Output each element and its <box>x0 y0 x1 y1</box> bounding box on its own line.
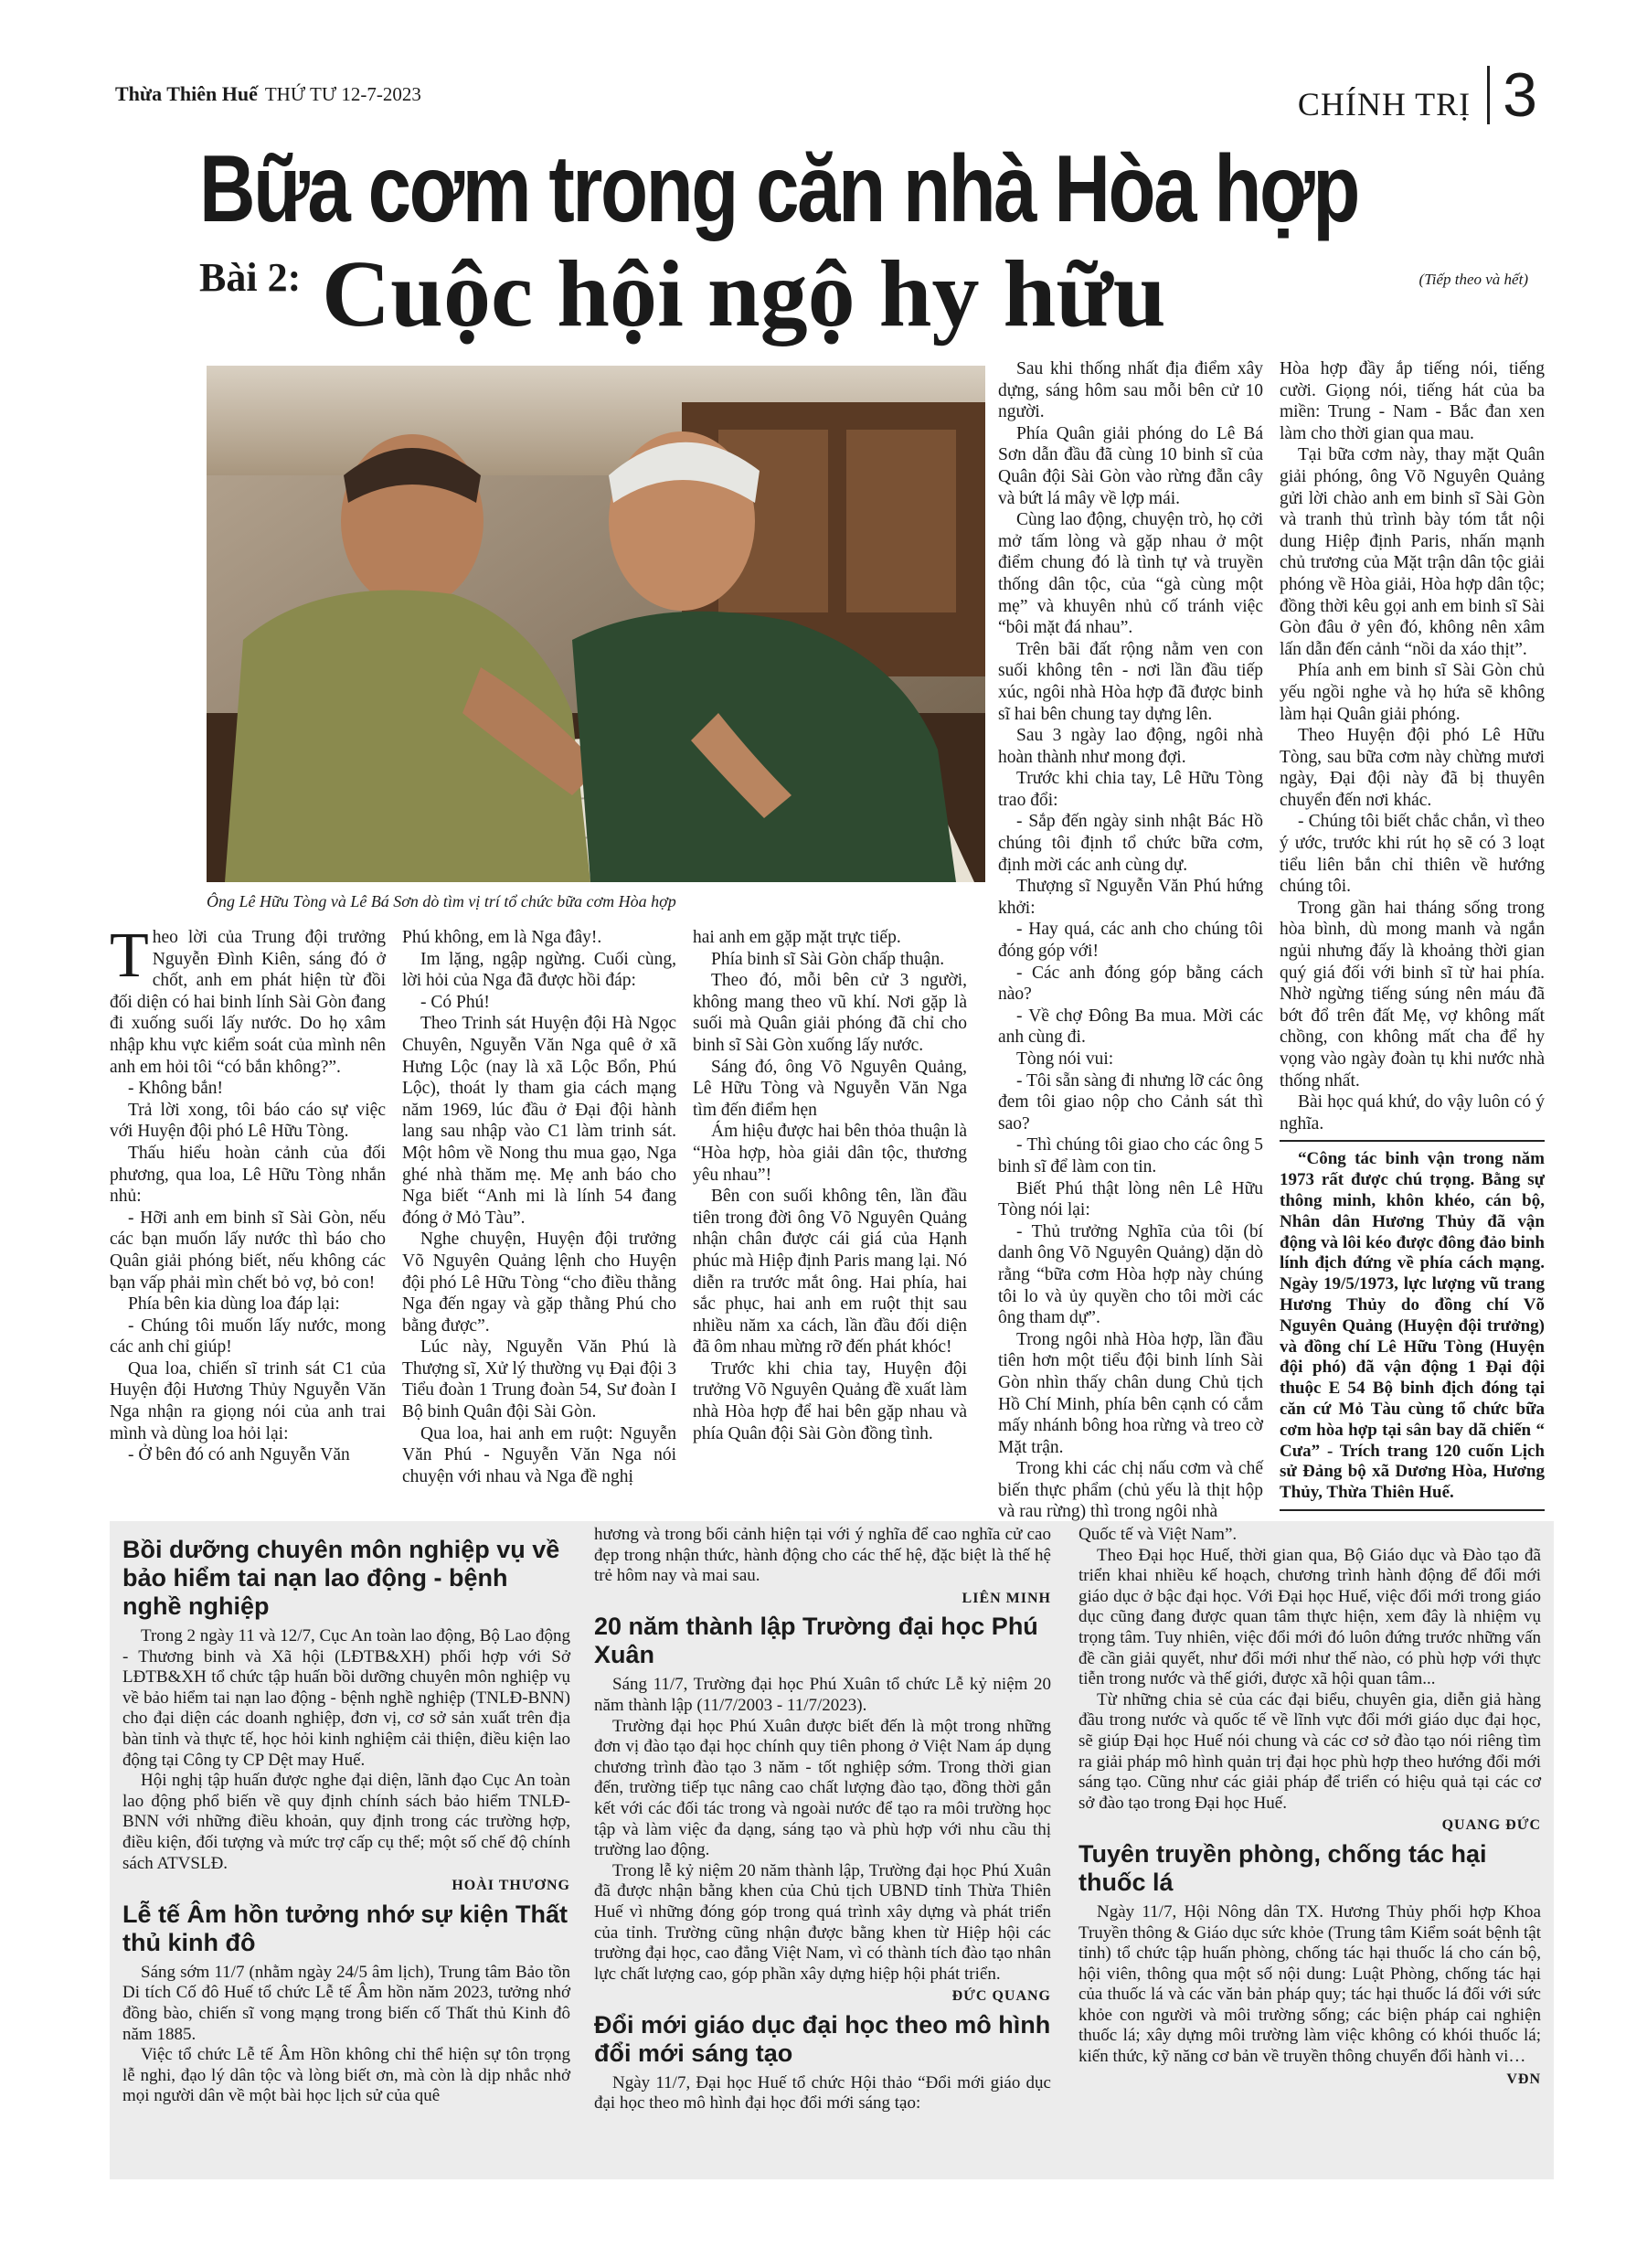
paragraph: Biết Phú thật lòng nên Lê Hữu Tòng nói lại: <box>998 1178 1263 1220</box>
news-briefs-box <box>110 1521 1554 2179</box>
paragraph: Phía binh sĩ Sài Gòn chấp thuận. <box>711 949 945 969</box>
paragraph: Ngày 11/7, Đại học Huế tổ chức Hội thảo “Đổi mới giáo dục đại học theo mô hình đại học đổi mới sáng tạo: <box>594 2072 1051 2114</box>
section-name: CHÍNH TRỊ <box>1297 86 1472 122</box>
paragraph: Lúc này, Nguyễn Văn Phú là Thượng sĩ, Xử lý thường vụ Đại đội 3 Tiểu đoàn 1 Trung đoàn 54, Sư đoàn I Bộ binh Quân đội Sài Gòn. <box>402 1337 676 1422</box>
paper-name: Thừa Thiên Huế <box>115 82 258 105</box>
paragraph: Theo Đại học Huế, thời gian qua, Bộ Giáo dục và Đào tạo đã triển khai nhiều kế hoạch, chương trình hành động để đổi mới giáo dục ở bậc đại học. Với Đại học Huế, việc đổi mới trong giáo dục cũng đang được quan tâm thực hiện, xem đây là nhiệm vụ trọng tâm. Tuy nhiên, việc đổi mới đó luôn đứng trước những vấn đề cần giải quyết, như đổi mới như thế nào, có phù hợp với thực tiễn trong nước và thế giới, được xã hội quan tâm... <box>1079 1545 1541 1689</box>
paragraph: - Ở bên đó có anh Nguyễn Văn <box>128 1445 350 1465</box>
series-label: Bài 2: <box>199 255 302 300</box>
paragraph: Phía anh em binh sĩ Sài Gòn chủ yếu ngồi nghe và họ hứa sẽ không làm hại Quân giải phóng. <box>1280 661 1545 724</box>
section-divider <box>1487 66 1490 124</box>
paragraph: Quốc tế và Việt Nam”. <box>1079 1525 1238 1544</box>
paragraph: hương và trong bối cảnh hiện tại với ý nghĩa để cao nghĩa cử cao đẹp trong nhận thức, hành động cho các thế hệ, đặc biệt là thế hệ trẻ hôm nay và mai sau. <box>594 1525 1051 1586</box>
article-subtitle: Cuộc hội ngộ hy hữu <box>322 241 1166 346</box>
drop-cap: T <box>110 921 149 991</box>
paragraph: Qua loa, chiến sĩ trinh sát C1 của Huyện đội Hương Thủy Nguyễn Văn Nga nhận ra giọng nói của anh trai mình và dùng loa hỏi lại: <box>110 1358 386 1443</box>
news-signature: HOÀI THƯƠNG <box>452 1878 570 1894</box>
article-column-3 <box>693 927 967 1444</box>
paragraph: Ám hiệu được hai bên thỏa thuận là “Hòa hợp, hòa giải dân tộc, thương yêu nhau”! <box>693 1122 967 1185</box>
paragraph: Bên con suối không tên, lần đầu tiên trong đời ông Võ Nguyên Quảng nhận chân được cái giá của Hạnh phúc mà Hiệp định Paris mang lại. Nó diễn ra trước mắt ông. Hai phía, hai sắc phục, hai anh em ruột thịt sau nhiều năm xa cách, lần đầu đối diện đã ôm nhau mừng rỡ đến phát khóc! <box>693 1187 967 1358</box>
continued-note: (Tiếp theo và hết) <box>1419 271 1528 288</box>
news-headline: Tuyên truyền phòng, chống tác hại thuốc lá <box>1079 1839 1487 1896</box>
news-column-2 <box>594 1525 1051 2114</box>
article-column-5 <box>1280 358 1545 1542</box>
paragraph: Tại bữa cơm này, thay mặt Quân giải phóng, ông Võ Nguyên Quảng gửi lời chào anh em binh sĩ Sài Gòn và tranh thủ trình bày tóm tắt nội dung Hiệp định Paris, nhấn mạnh chủ trương của Mặt trận dân tộc giải phóng về Hòa giải, Hòa hợp dân tộc; đồng thời kêu gọi anh em binh sĩ Sài Gòn đâu ở yên đó, không nên xâm lấn dẫn đến cảnh “nồi da xáo thịt”. <box>1280 445 1545 659</box>
paragraph: - Hay quá, các anh cho chúng tôi đóng góp với! <box>998 920 1263 962</box>
photo-caption: Ông Lê Hữu Tòng và Lê Bá Sơn dò tìm vị trí tổ chức bữa cơm Hòa hợp <box>207 892 676 910</box>
masthead <box>115 82 421 106</box>
news-headline: Bồi dưỡng chuyên môn nghiệp vụ về bảo hiểm tai nạn lao động - bệnh nghề nghiệp <box>122 1536 560 1620</box>
paragraph: Trong khi các chị nấu cơm và chế biến thực phẩm (chủ yếu là thịt hộp và rau rừng) thì trong ngôi nhà <box>998 1459 1263 1522</box>
paragraph: Phía bên kia dùng loa đáp lại: <box>128 1294 340 1315</box>
paragraph: Trả lời xong, tôi báo cáo sự việc với Huyện đội phó Lê Hữu Tòng. <box>110 1100 386 1142</box>
paragraph: Trước khi chia tay, Lê Hữu Tòng trao đổi: <box>998 769 1263 810</box>
paragraph: Sau 3 ngày lao động, ngôi nhà hoàn thành như mong đợi. <box>998 726 1263 767</box>
news-column-1 <box>122 1532 570 2107</box>
paragraph: - Về chợ Đông Ba mua. Mời các anh cùng đi. <box>998 1006 1263 1048</box>
paragraph: hai anh em gặp mặt trực tiếp. <box>693 928 901 947</box>
paragraph: Trong ngôi nhà Hòa hợp, lần đầu tiên hơn một tiểu đội binh lính Sài Gòn nhìn thấy chân dung Chủ tịch Hồ Chí Minh, phía bên cạnh có cắm mấy nhánh bông hoa rừng và treo cờ Mặt trận. <box>998 1329 1263 1457</box>
paragraph: Thượng sĩ Nguyễn Văn Phú hứng khởi: <box>998 877 1263 918</box>
paragraph: Bài học quá khứ, do vậy luôn có ý nghĩa. <box>1280 1092 1545 1134</box>
page-number: 3 <box>1503 60 1537 130</box>
paragraph: - Chúng tôi muốn lấy nước, mong các anh chỉ giúp! <box>110 1315 386 1358</box>
paragraph: Tòng nói vui: <box>1016 1049 1114 1069</box>
paragraph: - Thì chúng tôi giao cho các ông 5 binh sĩ để làm con tin. <box>998 1135 1263 1177</box>
paragraph: Hội nghị tập huấn được nghe đại diện, lãnh đạo Cục An toàn lao động phổ biến về quy định chính sách bảo hiểm TNLĐ-BNN với những điều khoản, quy định trong các trường hợp, điều kiện, đối tượng và mức trợ cấp cụ thể; một số chế độ chính sách ATVSLĐ. <box>122 1771 570 1873</box>
news-column-3 <box>1079 1525 1541 2093</box>
paragraph: Sáng sớm 11/7 (nhằm ngày 24/5 âm lịch), Trung tâm Bảo tồn Di tích Cố đô Huế tổ chức Lễ tế Âm hồn năm 2023, tưởng nhớ đồng bào, chiến sĩ vong mạng trong biến cố Thất thủ Kinh đô năm 1885. <box>122 1962 570 2044</box>
divider <box>1280 1509 1545 1511</box>
paragraph: Thấu hiểu hoàn cảnh của đối phương, qua loa, Lê Hữu Tòng nhắn nhủ: <box>110 1143 386 1207</box>
paragraph: Phú không, em là Nga đây!. <box>402 928 602 947</box>
news-headline: Lễ tế Âm hồn tưởng nhớ sự kiện Thất thủ kinh đô <box>122 1900 568 1956</box>
news-signature: VĐN <box>1506 2071 1541 2087</box>
paragraph: Việc tổ chức Lễ tế Âm Hồn không chỉ thể hiện sự tôn trọng lễ nghi, đạo lý dân tộc và lòng biết ơn, mà còn là dịp nhắc nhở mọi người dân về một bài học lịch sử của quê <box>122 2045 570 2106</box>
paragraph: Trước khi chia tay, Huyện đội trưởng Võ Nguyên Quảng đề xuất làm nhà Hòa hợp để hai bên gặp nhau và phía Quân đội Sài Gòn đồng tình. <box>693 1358 967 1443</box>
divider <box>1280 1140 1545 1142</box>
news-headline: Đổi mới giáo dục đại học theo mô hình đổi mới sáng tạo <box>594 2010 1051 2067</box>
paragraph: Sáng 11/7, Trường đại học Phú Xuân tổ chức Lễ kỷ niệm 20 năm thành lập (11/7/2003 - 11/7/2023). <box>594 1675 1051 1715</box>
news-signature: ĐỨC QUANG <box>951 1988 1051 2005</box>
article-column-2 <box>402 927 676 1487</box>
paragraph: Ngày 11/7, Hội Nông dân TX. Hương Thủy phối hợp Khoa Truyền thông & Giáo dục sức khỏe (Trung tâm Kiểm soát bệnh tật tỉnh) tổ chức tập huấn phòng, chống tác hại thuốc lá cho cán bộ, hội viên, thông qua một số nội dung: Luật Phòng, chống tác hại của thuốc lá và các văn bản pháp quy; tác hại thuốc lá đối với sức khỏe con người và môi trường sống; các biện pháp cai nghiện thuốc lá; xây dựng môi trường làm việc không có khói thuốc lá; kiến thức, kỹ năng cơ bản về truyền thông chuyển đổi hành vi… <box>1079 1901 1542 2067</box>
section-header <box>1297 60 1537 130</box>
paragraph: - Tôi sẵn sàng đi nhưng lỡ các ông đem tôi giao nộp cho Cảnh sát thì sao? <box>998 1070 1263 1134</box>
paragraph: - Hỡi anh em binh sĩ Sài Gòn, nếu các bạn muốn lấy nước thì báo cho Quân giải phóng biết, nếu không các bạn vấp phải mìn chết bỏ vợ, bỏ con! <box>110 1208 386 1293</box>
article-column-1 <box>110 921 386 1466</box>
news-headline: 20 năm thành lập Trường đại học Phú Xuân <box>594 1613 1038 1669</box>
paragraph: Trong lễ kỷ niệm 20 năm thành lập, Trường đại học Phú Xuân đã được nhận bằng khen của Chủ tịch UBND tỉnh Thừa Thiên Huế vì những đóng góp trong quá trình xây dựng và phát triển của tỉnh. Trường cũng nhận được bằng khen từ Hiệp hội các trường đại học, cao đẳng Việt Nam, vì có thành tích đào tạo nhân lực chất lượng cao, góp phần xây dựng hiệp hội phát triển. <box>594 1860 1051 1984</box>
paragraph: - Có Phú! <box>420 992 490 1012</box>
paragraph: Từ những chia sẻ của các đại biểu, chuyên gia, diễn giả hàng đầu trong nước và quốc tế về lĩnh vực đổi mới giáo dục đại học, sẽ giúp Đại học Huế nói chung và các cơ sở đào tạo nói riêng tìm ra giải pháp mô hình quản trị đại học phù hợp theo hướng đổi mới sáng tạo. Cũng như các giải pháp để triển có hiệu quả tại các cơ sở đào tạo trong Đại học Huế. <box>1079 1689 1541 1813</box>
paragraph: Cùng lao động, chuyện trò, họ cởi mở tấm lòng và gặp nhau ở một điểm chung đó là tình tự và truyền thống dân tộc, của “gà cùng một mẹ” và khuyên nhủ cố tránh việc “bôi mặt đá nhau”. <box>998 510 1263 638</box>
paragraph: heo lời của Trung đội trưởng Nguyễn Đình Kiên, sáng đó ở chốt, anh em phát hiện từ đồi đối diện có hai binh lính Sài Gòn đang đi xuống suối lấy nước. Do họ xâm nhập khu vực kiểm soát của mình nên anh em hỏi tôi “có bắn không?”. <box>110 928 386 1077</box>
article-column-4 <box>998 358 1263 1523</box>
paragraph: Sáng đó, ông Võ Nguyên Quảng, Lê Hữu Tòng và Nguyễn Văn Nga tìm đến điểm hẹn <box>693 1057 967 1120</box>
paragraph: - Chúng tôi biết chắc chắn, vì theo ý ước, trước khi rút họ sẽ có 3 loạt tiểu liên bắn chỉ thiên về hướng chúng tôi. <box>1280 812 1545 897</box>
paragraph: Theo đó, mỗi bên cử 3 người, không mang theo vũ khí. Nơi gặp là suối mà Quân giải phóng đã chỉ cho binh sĩ Sài Gòn xuống lấy nước. <box>693 971 967 1055</box>
paragraph: - Thủ trưởng Nghĩa của tôi (bí danh ông Võ Nguyên Quảng) dặn dò rằng “bữa cơm Hòa hợp này chúng tôi lo và ủy quyền cho tôi mời các ông tham dự”. <box>998 1221 1263 1328</box>
paragraph: - Không bắn! <box>128 1079 223 1099</box>
paragraph: Sau khi thống nhất địa điểm xây dựng, sáng hôm sau mỗi bên cử 10 người. <box>998 359 1263 422</box>
paragraph: Trong gần hai tháng sống trong hòa bình, dù mong manh và ngắn ngủi nhưng đấy là khoảng thời gian quý giá đối với binh sĩ từ hai phía. Nhờ ngừng tiếng súng nên máu đã bớt đổ trên đất Mẹ, vợ không mất chồng, con không mất cha để hy vọng vào ngày đoàn tụ khi nước nhà thống nhất. <box>1280 898 1545 1091</box>
news-signature: LIÊN MINH <box>962 1590 1051 1606</box>
issue-date: THỨ TƯ 12-7-2023 <box>264 83 421 105</box>
paragraph: Trên bãi đất rộng nằm ven con suối không tên - nơi lần đầu tiếp xúc, ngôi nhà Hòa hợp đã được binh sĩ hai bên chung tay dựng lên. <box>998 639 1263 724</box>
paragraph: Theo Trinh sát Huyện đội Hà Ngọc Chuyên, Nguyễn Văn Nga quê ở xã Hưng Lộc (nay là xã Lộc Bổn, Phú Lộc), thoát ly tham gia cách mạng năm 1969, lúc đầu ở Đại đội hành lang sau nhập vào C1 làm trinh sát. Một hôm về Nong thu mua gạo, Nga ghé nhà thăm mẹ. Mẹ anh báo cho Nga biết “Anh mi là lính 54 đang đóng ở Mỏ Tàu”. <box>402 1014 676 1228</box>
paragraph: Theo Huyện đội phó Lê Hữu Tòng, sau bữa cơm này chừng mươi ngày, Đại đội này đã bị thuyên chuyển đến nơi khác. <box>1280 726 1545 810</box>
paragraph: Phía Quân giải phóng do Lê Bá Sơn dẫn đầu đã cùng 10 binh sĩ của Quân đội Sài Gòn vào rừng đẵn cây và bứt lá mây về lợp mái. <box>998 423 1263 508</box>
paragraph: - Các anh đóng góp bằng cách nào? <box>998 963 1263 1005</box>
sidebar-quote: “Công tác binh vận trong năm 1973 rất được chú trọng. Bằng sự thông minh, khôn khéo, cán bộ, Nhân dân Hương Thủy đã vận động và lôi kéo được đông đảo binh lính địch đứng về phía cách mạng. Ngày 19/5/1973, lực lượng vũ trang Hương Thủy do đồng chí Võ Nguyên Quảng (Huyện đội trưởng) và đồng chí Lê Hữu Tòng (Huyện đội phó) đã vận động 1 Đại đội thuộc E 54 Bộ binh địch đóng tại căn cứ Mỏ Tàu cùng tổ chức bữa cơm hòa hợp tại sân bay dã chiến “ Cưa” - Trích trang 120 cuốn Lịch sử Đảng bộ xã Dương Hòa, Hương Thủy, Thừa Thiên Huế. <box>1280 1149 1545 1503</box>
news-signature: QUANG ĐỨC <box>1441 1817 1541 1834</box>
paragraph: Im lặng, ngập ngừng. Cuối cùng, lời hỏi của Nga đã được hồi đáp: <box>402 949 676 991</box>
article-title: Bữa cơm trong căn nhà Hòa hợp <box>199 136 1358 242</box>
paragraph: - Sắp đến ngày sinh nhật Bác Hồ chúng tôi định tổ chức bữa cơm, định mời các anh cùng dự. <box>998 812 1263 875</box>
paragraph: Qua loa, hai anh em ruột: Nguyễn Văn Phú - Nguyễn Văn Nga nói chuyện với nhau và Nga đề nghị <box>402 1423 676 1486</box>
article-photo <box>207 366 985 882</box>
paragraph: Hòa hợp đầy ắp tiếng nói, tiếng cười. Giọng nói, tiếng hát của ba miền: Trung - Nam - Bắc đan xen làm cho thời gian qua mau. <box>1280 359 1545 443</box>
paragraph: Trong 2 ngày 11 và 12/7, Cục An toàn lao động, Bộ Lao động - Thương binh và Xã hội (LĐTB&XH) phối hợp với Sở LĐTB&XH tổ chức tập huấn bồi dưỡng chuyên môn nghiệp vụ về bảo hiểm tai nạn lao động - bệnh nghề nghiệp (TNLĐ-BNN) cho đại diện các doanh nghiệp, đơn vị, cơ sở sản xuất trên địa bàn tỉnh và thực tế, học hỏi kinh nghiệm cải thiện, điều kiện lao động tại Công ty CP Dệt may Huế. <box>122 1626 570 1770</box>
paragraph: Nghe chuyện, Huyện đội trưởng Võ Nguyên Quảng lệnh cho Huyện đội phó Lê Hữu Tòng “cho điều thằng Nga đến ngay và gặp thằng Phú cho bằng được”. <box>402 1230 676 1336</box>
paragraph: Trường đại học Phú Xuân được biết đến là một trong những đơn vị đào tạo đại học chính quy tiên phong ở Việt Nam áp dụng chương trình đào tạo 3 năm - tốt nghiệp sớm. Trong thời gian đến, trường tiếp tục nâng cao chất lượng đào tạo, đồng thời gắn kết với các đối tác trong và ngoài nước để tạo ra môi trường học tập và làm việc đa dạng, sáng tạo và phù hợp với nhu cầu thị trường lao động. <box>594 1716 1051 1860</box>
